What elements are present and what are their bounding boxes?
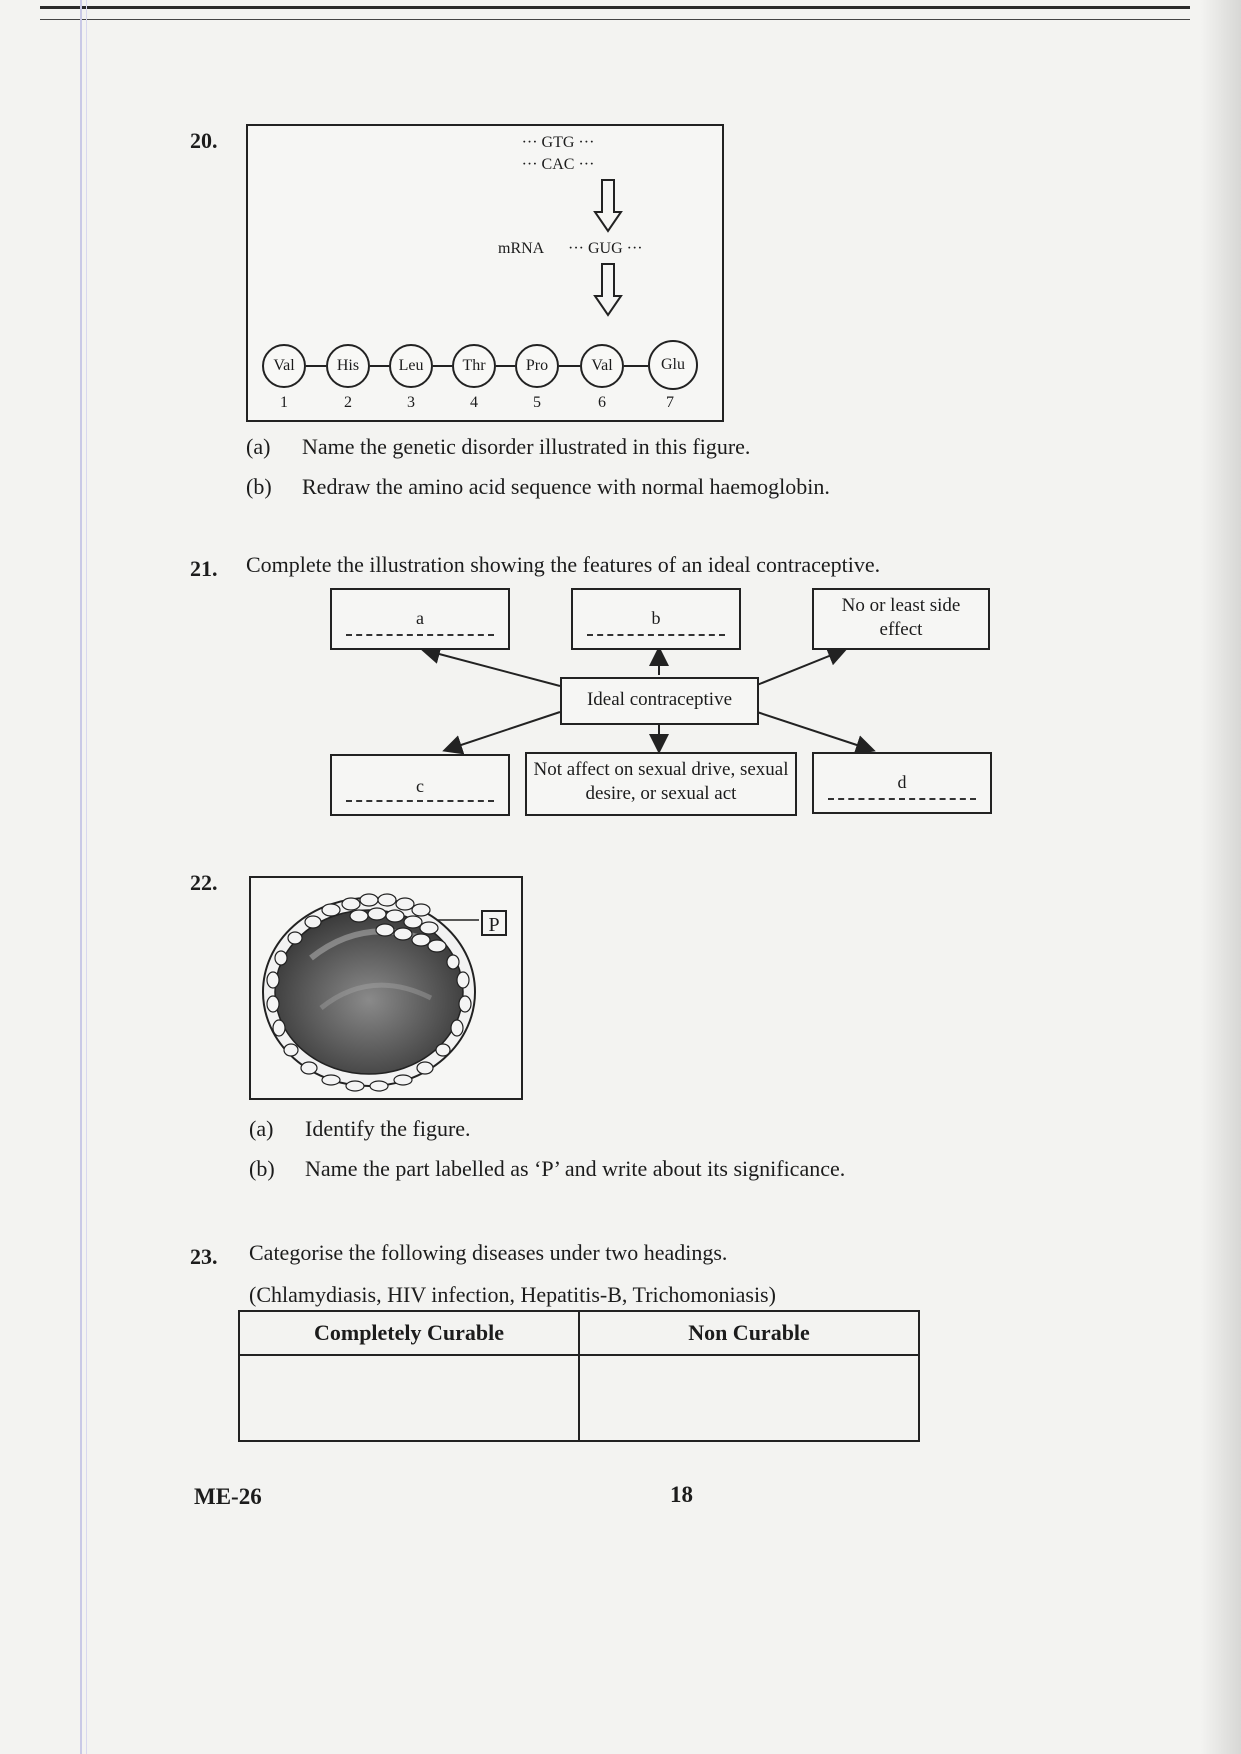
box-ideal-contraceptive [560,677,759,725]
box-not-affect [525,752,797,816]
box-b-label: b [651,608,661,628]
q23-number: 23. [190,1244,218,1269]
answer-cell-curable [239,1355,579,1441]
column-completely-curable: Completely Curable [239,1311,579,1355]
box-d [812,752,992,814]
answer-line-a [346,634,494,636]
amino-acid-index: 7 [666,394,674,411]
amino-acid-4: Thr [452,344,496,388]
box-a [330,588,510,650]
label-p: P [481,910,507,936]
table-row [239,1355,919,1441]
q22-b-label: (b) [249,1156,275,1181]
box-b [571,588,741,650]
q20-b-label: (b) [246,474,272,499]
arrow-to-c [446,712,560,750]
q21-text: Complete the illustration showing the features of an ideal contraceptive. [246,552,881,577]
q20-a-text: Name the genetic disorder illustrated in this figure. [302,434,751,459]
answer-line-d [828,798,976,800]
answer-line-b [587,634,725,636]
arrow-to-d [757,712,872,750]
dna-top-strand: ··· GTG ··· [521,134,595,151]
amino-acid-3: Leu [389,344,433,388]
box-d-label: d [897,772,907,792]
q20-a-label: (a) [246,434,271,459]
q21-number: 21. [190,556,218,581]
q22-number: 22. [190,870,218,895]
box-side-effect-label: No or least side effect [841,595,961,640]
amino-acid-6: Val [580,344,624,388]
box-a-label: a [416,608,424,628]
arrow-to-a [424,650,560,686]
q22-figure-blastocyst [249,876,523,1100]
amino-acid-1: Val [262,344,306,388]
arrow-to-side-effect [757,650,844,685]
q20-b-text: Redraw the amino acid sequence with normal haemoglobin. [302,474,830,499]
answer-cell-non-curable [579,1355,919,1441]
answer-line-c [346,800,494,802]
amino-acid-index: 1 [280,394,288,411]
dna-bottom-strand: ··· CAC ··· [521,156,595,173]
mrna-sequence: ··· GUG ··· [568,240,643,257]
page-number: 18 [670,1482,693,1507]
box-c-label: c [416,776,424,796]
q23-text: Categorise the following diseases under two headings. [249,1240,728,1265]
amino-acid-7: Glu [648,340,698,390]
amino-acid-index: 6 [598,394,606,411]
amino-acid-index: 5 [533,394,541,411]
q23-disease-list: (Chlamydiasis, HIV infection, Hepatitis-B, Trichomoniasis) [249,1282,776,1307]
q23-category-table [238,1310,920,1442]
q22-a-text: Identify the figure. [305,1116,471,1141]
box-not-affect-label: Not affect on sexual drive, sexual desire, or sexual act [533,759,789,804]
amino-acid-5: Pro [515,344,559,388]
mrna-label: mRNA [498,240,545,257]
center-label: Ideal contraceptive [586,689,733,710]
column-non-curable: Non Curable [579,1311,919,1355]
amino-acid-index: 3 [407,394,415,411]
q20-number: 20. [190,128,218,153]
amino-acid-2: His [326,344,370,388]
exam-code: ME-26 [194,1484,262,1509]
box-side-effect [812,588,990,650]
q22-b-text: Name the part labelled as ‘P’ and write about its significance. [305,1156,846,1181]
amino-acid-index: 4 [470,394,478,411]
table-header-row [239,1311,919,1355]
q22-a-label: (a) [249,1116,274,1141]
box-c [330,754,510,816]
amino-acid-index: 2 [344,394,352,411]
